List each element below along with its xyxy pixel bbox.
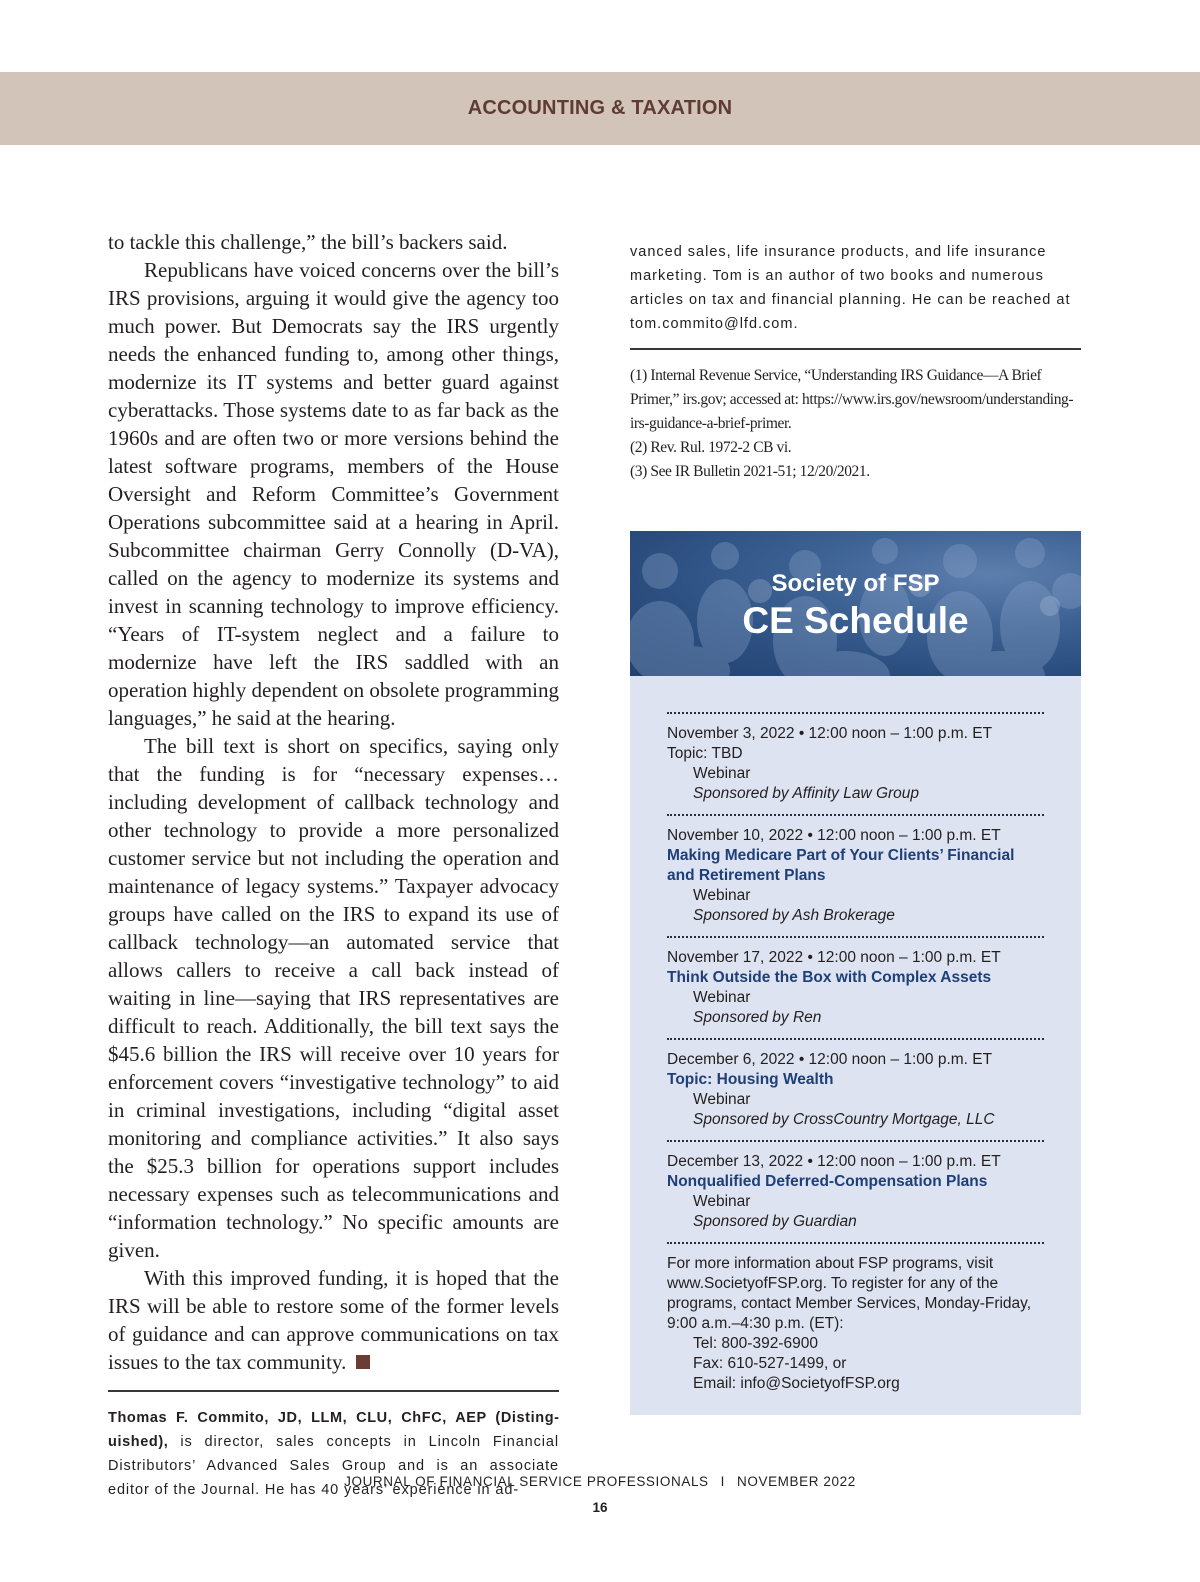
article-paragraph: to tackle this challenge,” the bill’s backers said. bbox=[108, 230, 508, 254]
article-paragraph: Republicans have voiced concerns over the bill’s IRS provisions, arguing it would give the agency too much power. But Democrats say the IRS urgently needs the enhanced funding to, among other things, modernize its IT systems and better guard against cyberattacks. Those systems date to as far back as the 1960s and are often two or more versions behind the latest software programs, members of the House Oversight and Reform Committee’s Government Operations subcommittee said at a hearing in April. Subcommittee chairman Gerry Connolly (D-VA), called on the agency to modernize its systems and invest in scanning technology to improve efficiency. “Years of IT-system neglect and a failure to modernize have left the IRS saddled with an operation highly dependent on obsolete programming languages,” he said at the hearing. bbox=[108, 258, 559, 730]
endnote: (3) See IR Bulletin 2021-51; 12/20/2021. bbox=[630, 463, 870, 480]
session-datetime: November 17, 2022 • 12:00 noon – 1:00 p.m. ET bbox=[667, 949, 1001, 966]
author-bio-continued: vanced sales, life insurance products, and life insurance marketing. Tom is an author of two books and numerous articles on tax and financial planning. He can be reached at tom.commito@lfd.com. bbox=[630, 244, 1071, 332]
ce-sessions-list bbox=[630, 676, 1081, 1394]
ce-schedule-banner bbox=[630, 531, 1081, 676]
notes-divider bbox=[630, 348, 1081, 350]
session-topic: Nonqualified Deferred-Compensation Plans bbox=[667, 1173, 988, 1190]
session-sponsor: Sponsored by Guardian bbox=[693, 1213, 857, 1230]
ce-session bbox=[667, 1040, 1044, 1140]
session-topic: Making Medicare Part of Your Clients’ Financial and Retirement Plans bbox=[667, 847, 1015, 884]
session-format: Webinar bbox=[693, 887, 751, 904]
session-topic: Topic: Housing Wealth bbox=[667, 1071, 834, 1088]
endnote: (1) Internal Revenue Service, “Understanding IRS Guidance—A Brief Primer,” irs.gov; accessed at: https://www.irs.gov/newsroom/understanding-irs-guidance-a-brief-primer. bbox=[630, 367, 1074, 432]
contact-tel: Tel: 800-392-6900 bbox=[693, 1335, 818, 1352]
ce-session bbox=[667, 714, 1044, 814]
author-name: Thomas F. Commito, JD, LLM, CLU, ChFC, AEP (Distinguished), bbox=[108, 1410, 559, 1450]
session-datetime: December 6, 2022 • 12:00 noon – 1:00 p.m. ET bbox=[667, 1051, 993, 1068]
ce-session bbox=[667, 1142, 1044, 1242]
session-format: Webinar bbox=[693, 1193, 751, 1210]
session-format: Webinar bbox=[693, 765, 751, 782]
journal-name: JOURNAL OF FINANCIAL SERVICE PROFESSIONALS bbox=[344, 1474, 709, 1489]
section-header-band bbox=[0, 72, 1200, 145]
left-column bbox=[108, 228, 559, 1502]
ce-schedule-box bbox=[630, 531, 1081, 1415]
bio-divider bbox=[108, 1390, 559, 1392]
article-paragraph-text: With this improved funding, it is hoped that the IRS will be able to restore some of the former levels of guidance and can approve communications on tax issues to the tax community. bbox=[108, 1266, 559, 1374]
article-paragraph-last bbox=[108, 1264, 559, 1376]
ce-session bbox=[667, 938, 1044, 1038]
ce-more-info bbox=[667, 1244, 1044, 1394]
session-sponsor: Sponsored by Affinity Law Group bbox=[693, 785, 920, 802]
section-title: ACCOUNTING & TAXATION bbox=[467, 97, 733, 119]
issue-date: NOVEMBER 2022 bbox=[737, 1474, 856, 1489]
session-sponsor: Sponsored by Ren bbox=[693, 1009, 822, 1026]
session-sponsor: Sponsored by Ash Brokerage bbox=[693, 907, 895, 924]
page-number: 16 bbox=[592, 1500, 608, 1515]
contact-fax: Fax: 610-527-1499, or bbox=[693, 1355, 847, 1372]
endnotes bbox=[630, 364, 1081, 484]
end-of-article-mark bbox=[356, 1355, 370, 1369]
session-datetime: November 3, 2022 • 12:00 noon – 1:00 p.m. ET bbox=[667, 725, 993, 742]
session-datetime: December 13, 2022 • 12:00 noon – 1:00 p.m. ET bbox=[667, 1153, 1001, 1170]
ce-schedule-title: CE Schedule bbox=[742, 600, 969, 641]
footer-separator: I bbox=[720, 1474, 726, 1489]
more-info-text: For more information about FSP programs, visit www.SocietyofFSP.org. To register for any of the programs, contact Member Services, Monday-Friday, 9:00 a.m.–4:30 p.m. (ET): bbox=[667, 1255, 1032, 1332]
session-datetime: November 10, 2022 • 12:00 noon – 1:00 p.m. ET bbox=[667, 827, 1001, 844]
article-paragraph: The bill text is short on specifics, saying only that the funding is for “necessary expenses…including development of callback technology and other technology to provide a more personalized customer service but not including the operation and maintenance of legacy systems.” Taxpayer advocacy groups have called on the IRS to expand its use of callback technology—an automated service that allows callers to receive a call back instead of waiting in line—saying that IRS representatives are difficult to reach. Additionally, the bill text says the $45.6 billion the IRS will receive over 10 years for enforcement covers “investigative technology” to aid in criminal investigations, including “digital asset monitoring and compliance activities.” It also says the $25.3 billion for operations support includes necessary expenses such as telecommunications and “information technology.” No specific amounts are given. bbox=[108, 734, 559, 1262]
session-format: Webinar bbox=[693, 1091, 751, 1108]
author-bio-text: is director, sales concepts in Lincoln Financial Distributors’ Advanced Sales Group and is an associate editor of the Journal. He has 40 years’ experience in ad- bbox=[108, 1434, 559, 1498]
session-topic: Think Outside the Box with Complex Assets bbox=[667, 969, 992, 986]
contact-email: Email: info@SocietyofFSP.org bbox=[693, 1375, 900, 1392]
session-format: Webinar bbox=[693, 989, 751, 1006]
page-footer bbox=[0, 1474, 1200, 1489]
right-column bbox=[630, 240, 1081, 484]
session-topic: Topic: TBD bbox=[667, 745, 743, 762]
ce-session bbox=[667, 816, 1044, 936]
article-body bbox=[108, 228, 559, 1376]
endnote: (2) Rev. Rul. 1972-2 CB vi. bbox=[630, 439, 792, 456]
session-sponsor: Sponsored by CrossCountry Mortgage, LLC bbox=[693, 1111, 995, 1128]
ce-org-name: Society of FSP bbox=[771, 570, 940, 597]
